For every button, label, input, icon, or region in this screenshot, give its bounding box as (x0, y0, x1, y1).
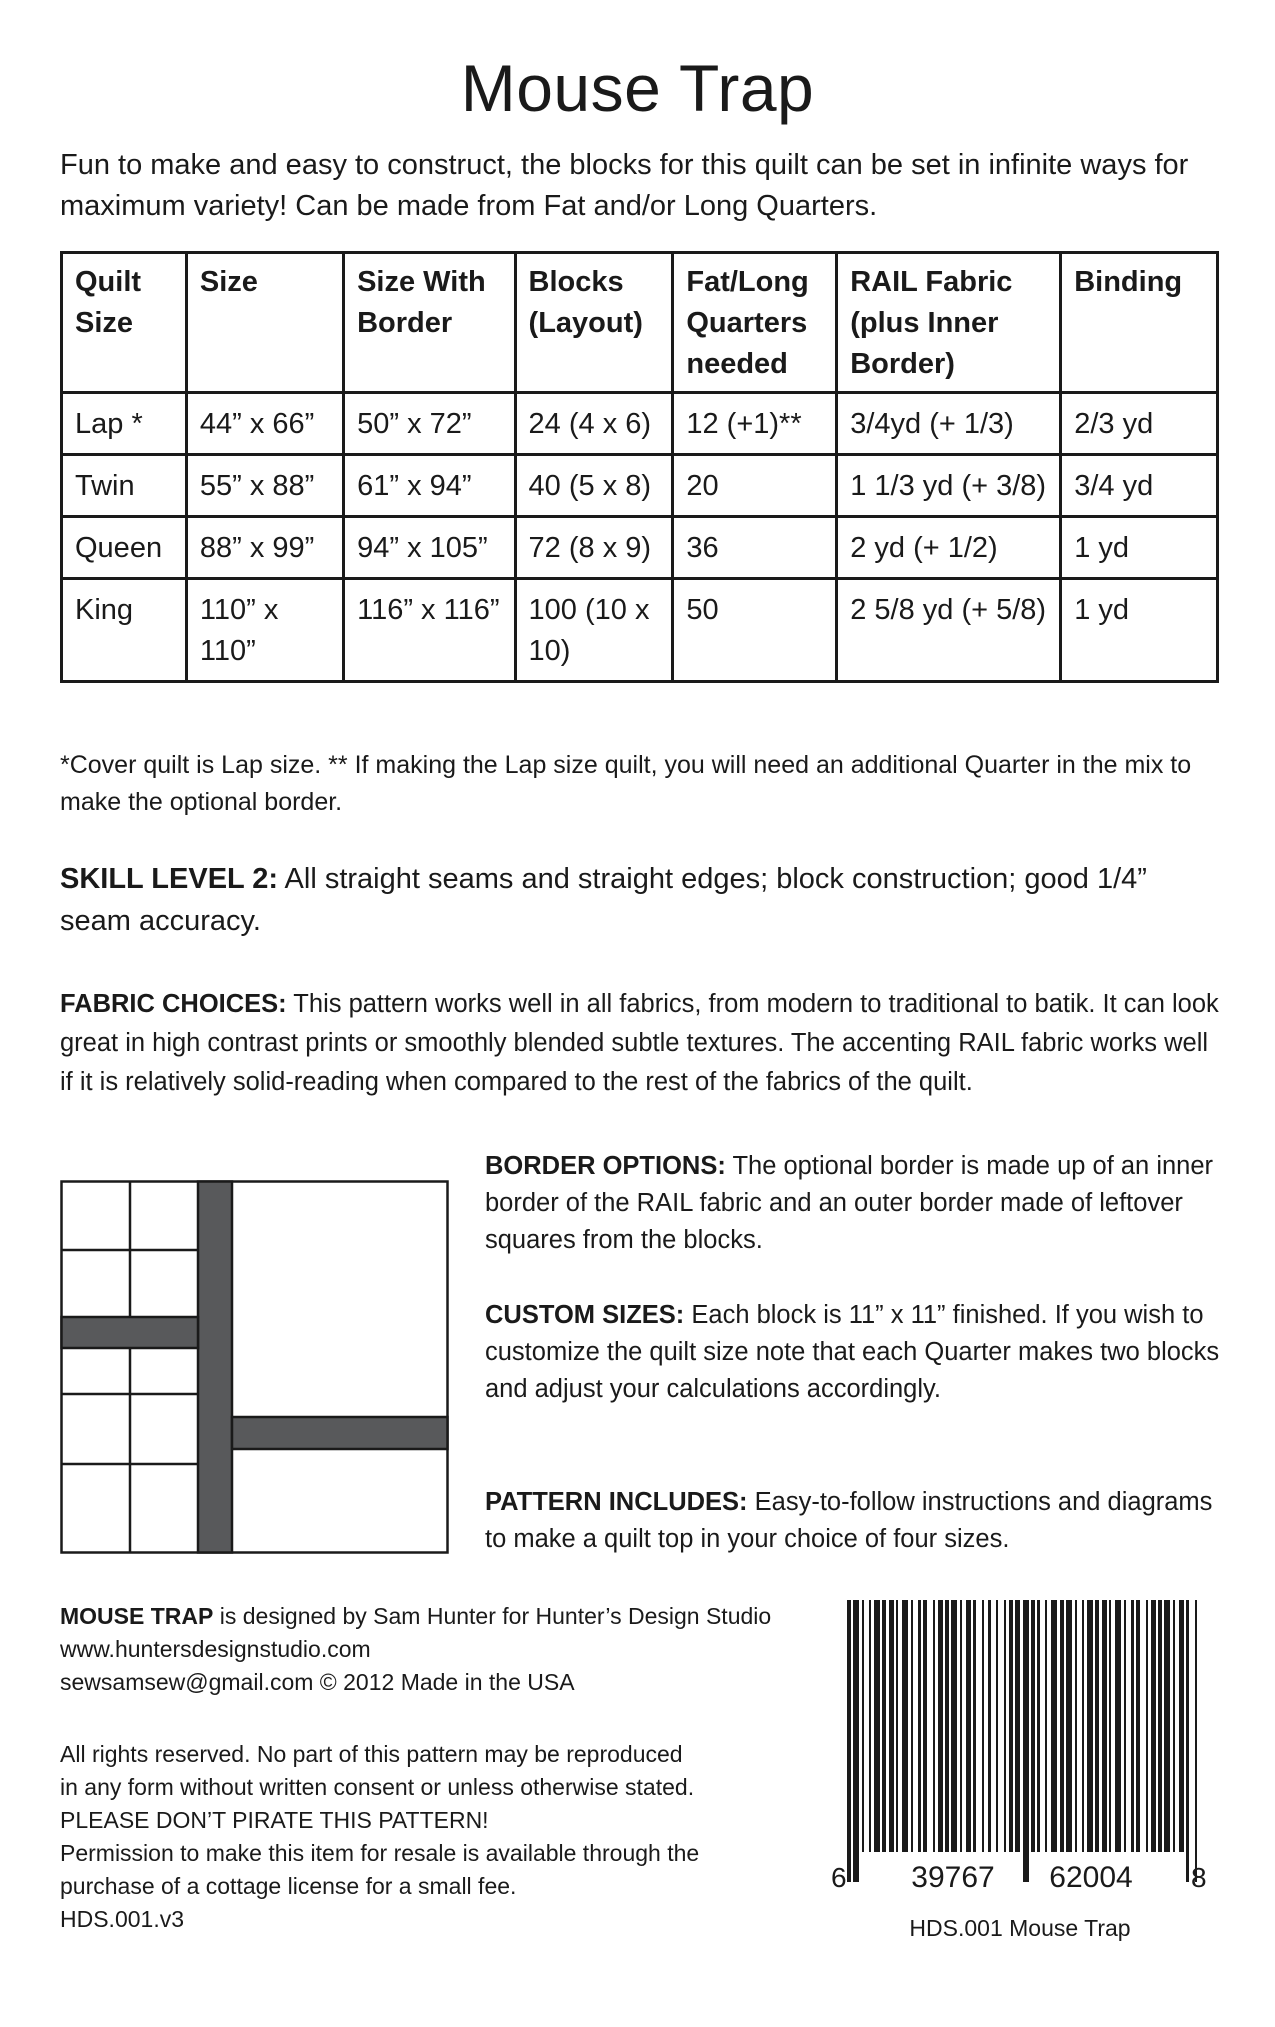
barcode-bar (996, 1600, 998, 1852)
table-row (62, 517, 1218, 579)
barcode-bar (1124, 1600, 1126, 1852)
rights-line: Permission to make this item for resale is available through the (60, 1840, 700, 1866)
skill-level-label: SKILL LEVEL 2: (60, 863, 279, 895)
barcode-bar (1195, 1600, 1197, 1882)
barcode-digits-right: 62004 (1049, 1861, 1133, 1894)
barcode-bar (1087, 1600, 1093, 1852)
header-blocks: Blocks (Layout) (515, 253, 673, 393)
barcode-bar (1095, 1600, 1099, 1852)
border-options-text: The optional border is made up of an inner border of the RAIL fabric and an outer border made of leftover squares from the blocks. (485, 1152, 1214, 1254)
table-cell: Twin (62, 455, 187, 517)
table-row (62, 455, 1218, 517)
barcode-bar (918, 1600, 921, 1852)
table-cell: 12 (+1)** (673, 393, 837, 455)
barcode-bar (1158, 1600, 1162, 1852)
pattern-name: MOUSE TRAP (60, 1603, 214, 1629)
intro-paragraph: Fun to make and easy to construct, the blocks for this quilt can be set in infinite ways for maximum variety! Can be made from Fat and/or Long Quarters. (60, 149, 1189, 222)
table-cell: 94” x 105” (344, 517, 515, 579)
version-code: HDS.001.v3 (60, 1906, 185, 1932)
table-cell: 3/4 yd (1061, 455, 1218, 517)
barcode-bar (902, 1600, 908, 1852)
barcode-bar (1131, 1600, 1134, 1852)
barcode-bar (923, 1600, 927, 1852)
table-cell: 72 (8 x 9) (515, 517, 673, 579)
rights-line: PLEASE DON’T PIRATE THIS PATTERN! (60, 1807, 489, 1833)
table-header-row (62, 253, 1218, 393)
pattern-includes (485, 1484, 1225, 1558)
rights-line: in any form without written consent or unless otherwise stated. (60, 1774, 695, 1800)
skill-level-text: All straight seams and straight edges; block construction; good 1/4” seam accuracy. (60, 863, 1147, 937)
table-cell: 20 (673, 455, 837, 517)
table-cell: 1 1/3 yd (+ 3/8) (837, 455, 1061, 517)
table-cell: 36 (673, 517, 837, 579)
barcode-bar (1023, 1600, 1029, 1882)
barcode-bar (973, 1600, 976, 1852)
barcode-bar (982, 1600, 984, 1852)
barcode-bar (1115, 1600, 1121, 1852)
barcode-bar (933, 1600, 935, 1852)
barcode-bar (1136, 1600, 1140, 1852)
rail-vertical (198, 1182, 232, 1553)
barcode-bar (882, 1600, 886, 1852)
pattern-includes-label: PATTERN INCLUDES: (485, 1488, 748, 1516)
barcode-bar (1031, 1600, 1035, 1852)
barcode-bar (1009, 1600, 1013, 1852)
table-cell: Queen (62, 517, 187, 579)
barcode-bar (1082, 1600, 1084, 1852)
barcode-bar (951, 1600, 957, 1852)
header-binding: Binding (1061, 253, 1218, 393)
rights-line: purchase of a cottage license for a small fee. (60, 1873, 517, 1899)
barcode (825, 1600, 1220, 1902)
quilt-block-diagram (60, 1180, 450, 1554)
barcode-bar (966, 1600, 971, 1852)
barcode-bar (1151, 1600, 1156, 1852)
table-cell: 40 (5 x 8) (515, 455, 673, 517)
custom-sizes-text: Each block is 11” x 11” finished. If you wish to customize the quilt size note that each Quarter makes two blocks and adjust your calculations accordingly. (485, 1301, 1220, 1403)
barcode-digit-lead: 6 (831, 1862, 847, 1893)
barcode-bar (1075, 1600, 1077, 1852)
barcode-bar (1045, 1600, 1047, 1852)
rights-line: All rights reserved. No part of this pattern may be reproduced (60, 1741, 683, 1767)
credits-line-1: is designed by Sam Hunter for Hunter’s Design Studio www.huntersdesignstudio.com (60, 1603, 772, 1662)
table-cell: 3/4yd (+ 1/3) (837, 393, 1061, 455)
table-cell: 55” x 88” (186, 455, 343, 517)
barcode-digit-check: 8 (1191, 1862, 1207, 1893)
header-size: Size (186, 253, 343, 393)
barcode-bar (1109, 1600, 1111, 1852)
barcode-bar (874, 1600, 880, 1852)
table-cell: 2 yd (+ 1/2) (837, 517, 1061, 579)
rail-right-horizontal (232, 1417, 448, 1449)
barcode-bar (1051, 1600, 1057, 1852)
barcode-bar (988, 1600, 991, 1852)
barcode-bar (1066, 1600, 1072, 1852)
border-options-label: BORDER OPTIONS: (485, 1152, 726, 1180)
barcode-bar (960, 1600, 962, 1852)
custom-sizes (485, 1297, 1225, 1408)
block-outline (62, 1182, 448, 1553)
skill-level (60, 858, 1220, 942)
barcode-bar (853, 1600, 859, 1882)
barcode-bars (847, 1600, 1197, 1882)
barcode-bar (1179, 1600, 1184, 1852)
table-row (62, 393, 1218, 455)
barcode-bar (1037, 1600, 1040, 1852)
table-cell: 100 (10 x 10) (515, 579, 673, 682)
pattern-includes-text: Easy-to-follow instructions and diagrams to make a quilt top in your choice of four sizes. (485, 1488, 1213, 1553)
custom-sizes-label: CUSTOM SIZES: (485, 1301, 685, 1329)
header-quilt-size: Quilt Size (62, 253, 187, 393)
barcode-bar (1186, 1600, 1189, 1882)
border-options (485, 1148, 1225, 1259)
barcode-bar (1102, 1600, 1107, 1852)
table-cell: 61” x 94” (344, 455, 515, 517)
table-cell: 88” x 99” (186, 517, 343, 579)
barcode-bar (896, 1600, 898, 1852)
barcode-caption: HDS.001 Mouse Trap (909, 1915, 1131, 1941)
barcode-bar (1146, 1600, 1148, 1852)
barcode-digits-left: 39767 (911, 1861, 995, 1894)
table-cell: 50 (673, 579, 837, 682)
header-quarters: Fat/Long Quarters needed (673, 253, 837, 393)
header-rail-fabric: RAIL Fabric (plus Inner Border) (837, 253, 1061, 393)
table-cell: 1 yd (1061, 517, 1218, 579)
credits-line-2: sewsamsew@gmail.com © 2012 Made in the USA (60, 1669, 575, 1695)
table-cell: 44” x 66” (186, 393, 343, 455)
table-cell: 24 (4 x 6) (515, 393, 673, 455)
header-size-with-border: Size With Border (344, 253, 515, 393)
barcode-bar (1060, 1600, 1064, 1852)
barcode-bar (847, 1600, 851, 1882)
designer-credits (60, 1600, 780, 1699)
quilt-size-table (60, 251, 1219, 683)
barcode-bar (889, 1600, 894, 1852)
barcode-bar (938, 1600, 943, 1852)
rail-left-horizontal (62, 1317, 199, 1348)
table-cell: King (62, 579, 187, 682)
barcode-bar (1004, 1600, 1006, 1852)
table-cell: 116” x 116” (344, 579, 515, 682)
table-cell: 2 5/8 yd (+ 5/8) (837, 579, 1061, 682)
table-footnote: *Cover quilt is Lap size. ** If making the Lap size quilt, you will need an additional Quarter in the mix to make the optional border. (60, 751, 1192, 816)
table-row (62, 579, 1218, 682)
table-cell: 110” x 110” (186, 579, 343, 682)
barcode-bar (911, 1600, 913, 1852)
barcode-bar (869, 1600, 871, 1852)
barcode-bar (1015, 1600, 1020, 1852)
barcode-bar (945, 1600, 949, 1852)
page-title: Mouse Trap (460, 51, 815, 125)
fabric-choices-label: FABRIC CHOICES: (60, 990, 287, 1018)
fabric-choices (60, 985, 1220, 1102)
table-cell: Lap * (62, 393, 187, 455)
rights-notice (60, 1738, 800, 1936)
table-cell: 1 yd (1061, 579, 1218, 682)
fabric-choices-text: This pattern works well in all fabrics, from modern to traditional to batik. It can look great in high contrast prints or smoothly blended subtle textures. The accenting RAIL fabric works well if it is relatively solid-reading when compared to the rest of the fabrics of the quilt. (60, 990, 1219, 1096)
barcode-bar (862, 1600, 864, 1852)
barcode-bar (1173, 1600, 1175, 1852)
table-cell: 2/3 yd (1061, 393, 1218, 455)
barcode-bar (1164, 1600, 1170, 1852)
table-cell: 50” x 72” (344, 393, 515, 455)
